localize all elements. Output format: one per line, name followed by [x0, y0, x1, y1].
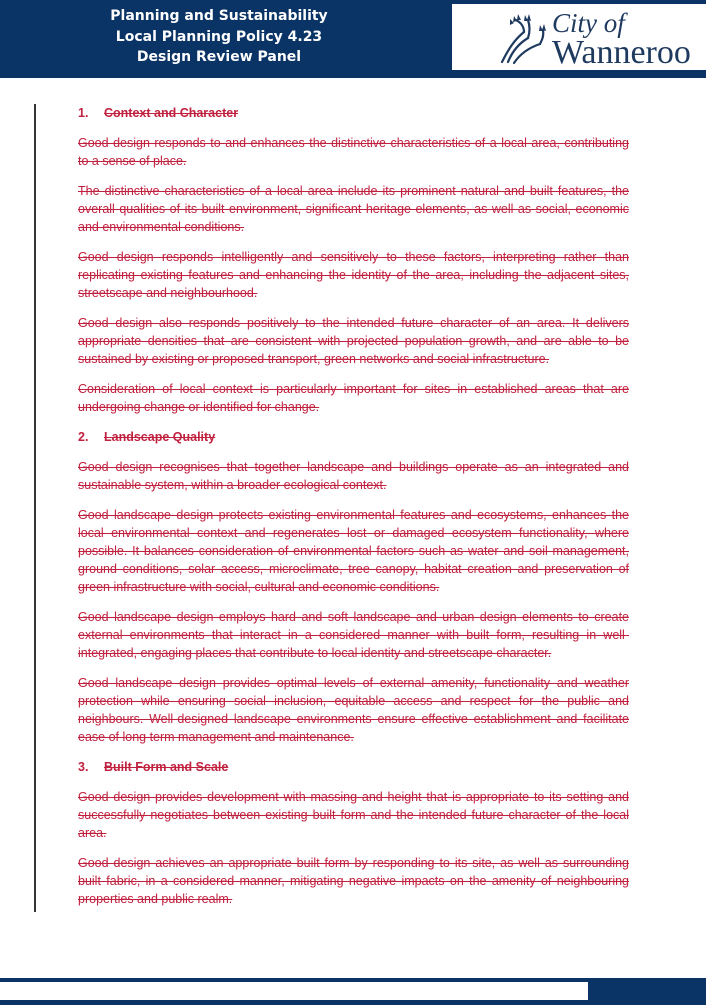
section-number: 2. [78, 430, 89, 444]
kangaroo-paw-emblem-icon [494, 10, 550, 66]
paragraph: Consideration of local context is particularly important for sites in established areas that are undergoing change or identified for change. [78, 382, 629, 414]
paragraph: Good design responds to and enhances the distinctive characteristics of a local area, contributing to a sense of place. [78, 136, 629, 168]
header-title-line: Planning and Sustainability [110, 8, 328, 24]
section-heading [78, 428, 629, 446]
section-heading [78, 758, 629, 776]
policy-content [78, 104, 629, 920]
section-title: Context and Character [104, 106, 239, 120]
paragraph: Good design achieves an appropriate built form by responding to its site, as well as surrounding built fabric, in a considered manner, mitigating negative impacts on the amenity of neighbouring properties and public realm. [78, 856, 629, 906]
paragraph: Good landscape design employs hard and soft landscape and urban design elements to create external environments that interact in a considered manner with built form, resulting in well-integrated, engaging places that contribute to local identity and streetscape character. [78, 610, 629, 660]
section-title: Built Form and Scale [104, 760, 229, 774]
section-heading [78, 104, 629, 122]
logo-line-wanneroo: Wanneroo [552, 34, 691, 71]
header-title [0, 6, 438, 68]
header-title-line: Local Planning Policy 4.23 [115, 28, 323, 45]
paragraph: Good design also responds positively to the intended future character of an area. It delivers appropriate densities that are consistent with projected population growth, and are able to be sustained by existing or proposed transport, green networks and social infrastructure. [78, 316, 629, 366]
section-number: 1. [78, 106, 89, 120]
paragraph: The distinctive characteristics of a local area include its prominent natural and built features, the overall qualities of its built environment, significant heritage elements, as well as social, economic and environmental conditions. [78, 184, 629, 234]
logo-wordmark [552, 10, 691, 69]
paragraph: Good design provides development with massing and height that is appropriate to its setting and successfully negotiates between existing built form and the intended future character of the local area. [78, 790, 629, 840]
city-logo [452, 4, 706, 70]
paragraph: Good design responds intelligently and sensitively to these factors, interpreting rather than replicating existing features and enhancing the identity of the area, including the adjacent sites, streetscape and neighbourhood. [78, 250, 629, 300]
section-number: 3. [78, 760, 89, 774]
revision-change-bar [34, 104, 36, 912]
footer-stripe [0, 982, 588, 1000]
paragraph: Good landscape design protects existing environmental features and ecosystems, enhances the local environmental context and regenerates lost or damaged ecosystem functionality, where possible. It balances consideration of environmental factors such as water and soil management, ground conditions, solar access, microclimate, tree canopy, habitat creation and preservation of green infrastructure with social, cultural and economic conditions. [78, 508, 629, 594]
section-title: Landscape Quality [104, 430, 216, 444]
logo-line-city-of: City of [552, 8, 625, 38]
header-band [0, 0, 706, 78]
header-title-line: Design Review Panel [136, 49, 302, 65]
paragraph: Good landscape design provides optimal levels of external amenity, functionality and weather protection while ensuring social inclusion, equitable access and respect for the public and neighbours. Well-designed landscape environments ensure effective establishment and facilitate ease of long term management and maintenance. [78, 676, 629, 744]
paragraph: Good design recognises that together landscape and buildings operate as an integrated and sustainable system, within a broader ecological context. [78, 460, 629, 492]
